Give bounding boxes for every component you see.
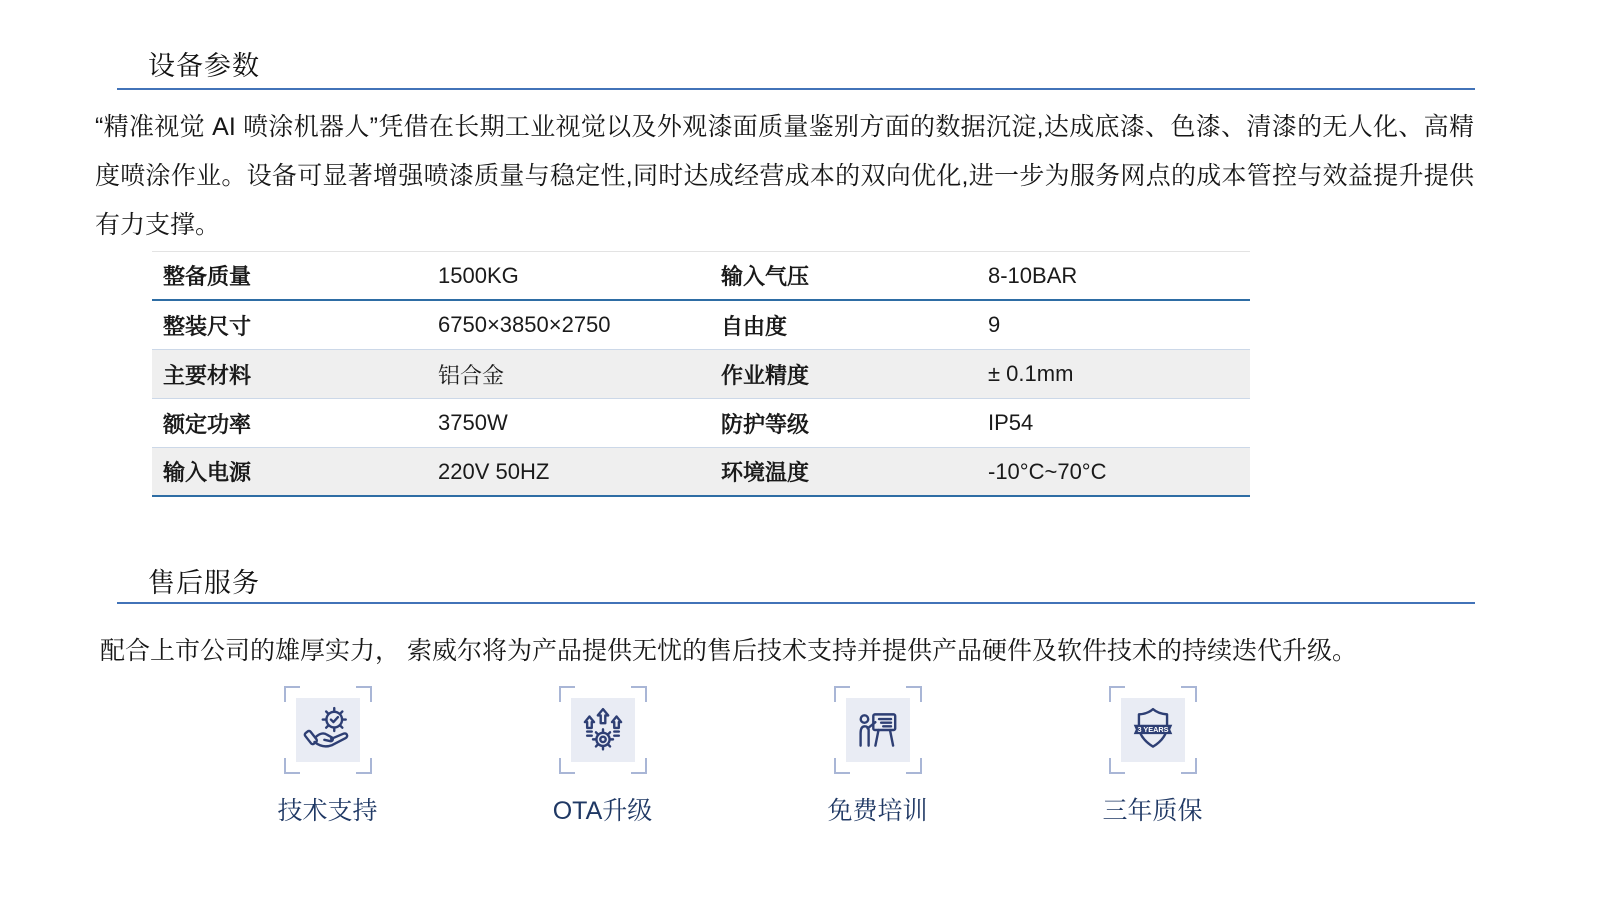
device-params-title: 设备参数 [148,51,260,81]
spec-label: 输入气压 [721,264,810,289]
table-row [152,252,1250,301]
spec-label: 整装尺寸 [163,313,252,339]
spec-value: 8-10BAR [988,262,1078,288]
spec-label: 作业精度 [721,362,810,388]
spec-value: 6750×3850×2750 [438,312,611,337]
service-list [190,686,1290,827]
icon-frame [559,686,647,774]
spec-value: 铝合金 [438,362,505,388]
spec-value: IP54 [988,410,1034,435]
ota-upgrade-icon [578,705,628,755]
service-label: 技术支持 [277,797,378,825]
spec-table [152,251,1250,497]
device-params-rule [117,88,1475,90]
spec-label: 主要材料 [163,362,252,388]
icon-frame [284,686,372,774]
spec-value: -10°C~70°C [988,458,1107,484]
spec-label: 整备质量 [163,264,252,289]
spec-label: 自由度 [721,313,788,339]
spec-value: 1500KG [438,262,519,288]
service-label: OTA升级 [552,797,653,825]
warranty-badge-text: 3 YEARS [1136,725,1169,735]
table-row [152,350,1250,399]
service-label: 三年质保 [1102,797,1203,825]
service-item-warranty [1063,686,1243,827]
service-item-tech-support [238,686,418,827]
spec-label: 环境温度 [721,460,810,485]
spec-label: 防护等级 [721,411,810,437]
after-sales-description: 配合上市公司的雄厚实力， 索威尔将为产品提供无忧的售后技术支持并提供产品硬件及软件技术的持续迭代升级。 [100,637,1357,665]
service-item-free-training [788,686,968,827]
table-row [152,448,1250,497]
warranty-shield-icon [1128,705,1178,755]
spec-value: 9 [988,312,1001,337]
spec-value: 220V 50HZ [438,458,550,484]
training-presenter-icon [853,705,903,755]
service-label: 免费培训 [827,797,928,825]
after-sales-rule [117,602,1475,604]
spec-value: 3750W [438,410,508,435]
icon-frame [1109,686,1197,774]
icon-frame [834,686,922,774]
table-row [152,301,1250,350]
spec-label: 输入电源 [163,460,252,485]
spec-value: ± 0.1mm [988,361,1074,386]
device-description: “精准视觉 AI 喷涂机器人”凭借在长期工业视觉以及外观漆面质量鉴别方面的数据沉淀,达成底漆、色漆、清漆的无人化、高精度喷涂作业。设备可显著增强喷漆质量与稳定性,同时达成经营成本的双向优化,进一步为服务网点的成本管控与效益提升提供有力支撑。 [95,113,1474,239]
after-sales-title: 售后服务 [148,568,260,598]
hand-gear-icon [303,705,353,755]
service-item-ota-upgrade [513,686,693,827]
spec-label: 额定功率 [163,411,252,437]
table-row [152,399,1250,448]
